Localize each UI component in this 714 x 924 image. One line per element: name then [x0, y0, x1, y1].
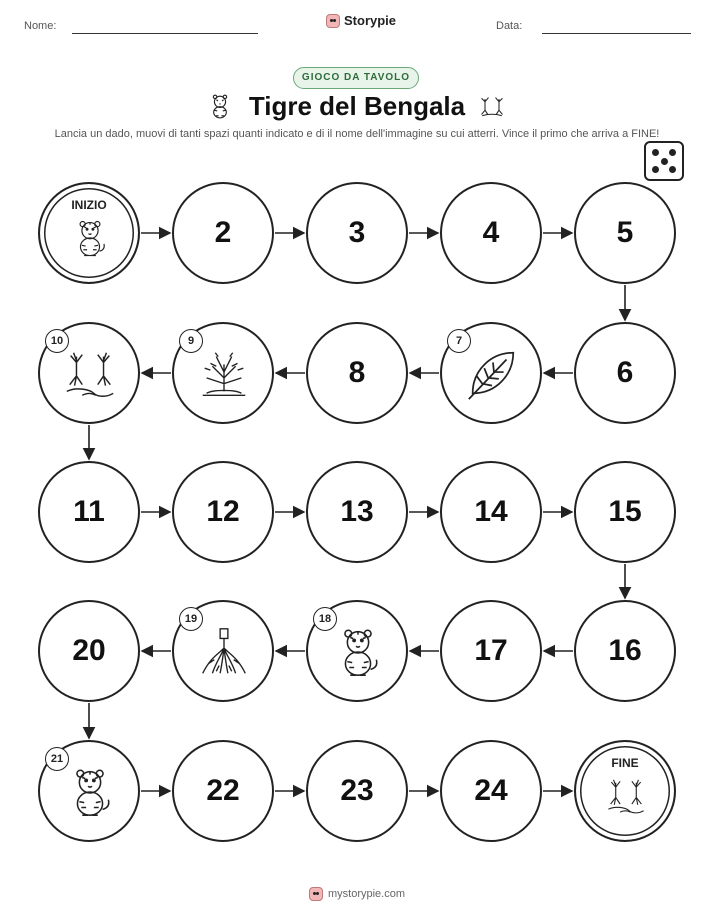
board-space-17 [440, 600, 542, 702]
board-space-11 [38, 461, 140, 563]
storypie-logo-icon [309, 887, 323, 901]
brand-name: Storypie [344, 13, 397, 28]
board-space-12 [172, 461, 274, 563]
tiger-cub-icon [329, 623, 387, 681]
space-number: 4 [482, 216, 500, 249]
board-space-2 [172, 182, 274, 284]
space-number: 16 [608, 634, 642, 667]
space-number: 13 [340, 495, 374, 528]
space-number: 17 [474, 634, 508, 667]
board-space-23 [306, 740, 408, 842]
space-number-badge: 19 [179, 607, 203, 631]
instructions: Lancia un dado, muovi di tanti spazi quanti indicato e di il nome dell'immagine su cui atterri. Vince il primo che arriva a FINE! [54, 128, 660, 140]
space-number: 14 [474, 495, 508, 528]
footer-url[interactable]: mystorypie.com [327, 888, 406, 900]
space-number: 2 [214, 216, 232, 249]
category-badge: GIOCO DA TAVOLO [293, 67, 419, 89]
board-space-18 [306, 600, 408, 702]
space-number: 24 [474, 774, 508, 807]
board-space-21 [38, 740, 140, 842]
mangrove-icon [604, 774, 648, 818]
space-number: 11 [73, 495, 105, 528]
board-space-24 [440, 740, 542, 842]
space-number: 8 [348, 356, 366, 389]
space-number: 12 [206, 495, 240, 528]
space-number-badge: 7 [447, 329, 471, 353]
space-number-badge: 18 [313, 607, 337, 631]
space-number-badge: 21 [45, 747, 69, 771]
space-number: 23 [340, 774, 374, 807]
board-space-13 [306, 461, 408, 563]
start-label: INIZIO [71, 198, 107, 212]
space-number: 22 [206, 774, 240, 807]
footer [0, 887, 714, 901]
mangrove-icon [61, 345, 119, 403]
space-number-badge: 9 [179, 329, 203, 353]
board-space-16 [574, 600, 676, 702]
board-space-7 [440, 322, 542, 424]
board-space-14 [440, 461, 542, 563]
tiger-cub-icon [61, 763, 119, 821]
board-space-5 [574, 182, 676, 284]
roots-icon [195, 623, 253, 681]
page-title: Tigre del Bengala [248, 91, 466, 121]
board-space-10 [38, 322, 140, 424]
space-number: 5 [616, 216, 634, 249]
name-label: Nome: [24, 20, 57, 32]
shrub-icon [195, 345, 253, 403]
date-label: Data: [496, 20, 523, 32]
tiger-cub-icon [68, 216, 112, 260]
space-number-badge: 10 [45, 329, 69, 353]
board-space-8 [306, 322, 408, 424]
board-space-1 [38, 182, 140, 284]
board-space-19 [172, 600, 274, 702]
board-space-3 [306, 182, 408, 284]
leaf-icon [463, 345, 521, 403]
finish-label: FINE [611, 756, 639, 770]
board-space-20 [38, 600, 140, 702]
space-number: 15 [608, 495, 642, 528]
board-space-9 [172, 322, 274, 424]
board-space-22 [172, 740, 274, 842]
space-number: 6 [616, 356, 634, 389]
space-number: 20 [72, 634, 106, 667]
board-space-15 [574, 461, 676, 563]
space-number: 3 [348, 216, 366, 249]
board-space-6 [574, 322, 676, 424]
board-space-25 [574, 740, 676, 842]
board-space-4 [440, 182, 542, 284]
